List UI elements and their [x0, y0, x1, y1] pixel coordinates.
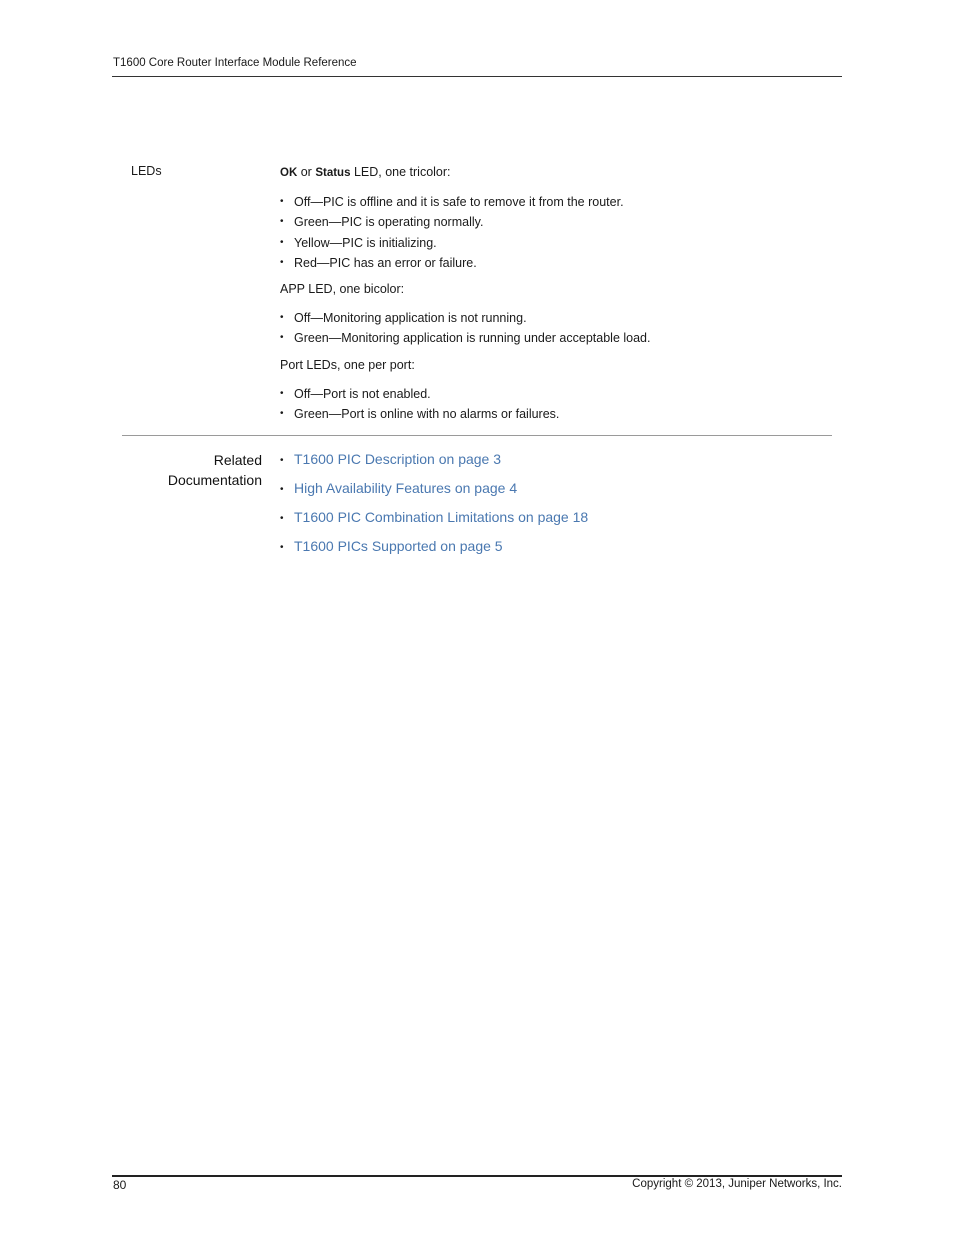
- header-divider: [112, 76, 842, 77]
- bullet-icon: •: [280, 484, 284, 495]
- status-led-intro: [280, 164, 840, 181]
- list-item: • Yellow—PIC is initializing.: [280, 235, 437, 250]
- list-item: • Green—Monitoring application is running under acceptable load.: [280, 331, 651, 346]
- bullet-icon: •: [280, 236, 284, 248]
- bullet-icon: •: [280, 332, 284, 344]
- ok-label: OK: [280, 167, 298, 179]
- app-led-list: [280, 310, 840, 346]
- status-led-list: [280, 194, 840, 271]
- page-number: 80: [113, 1178, 127, 1192]
- list-item: [280, 508, 588, 537]
- list-item: • Green—Port is online with no alarms or failures.: [280, 407, 560, 422]
- port-leds-list: [280, 386, 840, 422]
- bullet-icon: •: [280, 312, 284, 324]
- bullet-icon: •: [280, 196, 284, 207]
- bullet-icon: •: [280, 513, 284, 524]
- link-t1600-pic-description[interactable]: T1600 PIC Description on page 3: [294, 451, 502, 467]
- list-item: [280, 537, 588, 566]
- link-t1600-pics-supported[interactable]: T1600 PICs Supported on page 5: [294, 538, 503, 554]
- list-item: [280, 479, 588, 508]
- link-high-availability-features[interactable]: High Availability Features on page 4: [294, 480, 518, 496]
- bullet-icon: •: [280, 216, 284, 228]
- related-documentation-heading: Related Documentation: [167, 452, 262, 488]
- list-item: • Red—PIC has an error or failure.: [280, 255, 477, 270]
- port-leds-intro: Port LEDs, one per port:: [280, 357, 415, 372]
- leds-description: [280, 164, 840, 426]
- running-header-title: T1600 Core Router Interface Module Reference: [113, 57, 357, 69]
- bullet-icon: •: [280, 542, 284, 553]
- list-item: • Off—Monitoring application is not running.: [280, 311, 527, 326]
- related-documentation-list: [280, 450, 588, 566]
- list-item: [280, 450, 588, 479]
- app-led-intro: APP LED, one bicolor:: [280, 282, 405, 297]
- bullet-icon: •: [280, 408, 284, 420]
- bullet-icon: •: [280, 455, 284, 466]
- status-led-intro-rest: LED, one tricolor:: [350, 165, 451, 179]
- copyright-notice: Copyright © 2013, Juniper Networks, Inc.: [632, 1178, 842, 1190]
- section-divider: [122, 435, 832, 436]
- footer-divider: [112, 1175, 842, 1177]
- bullet-icon: •: [280, 387, 284, 399]
- bullet-icon: •: [280, 256, 284, 268]
- list-item: • Off—PIC is offline and it is safe to remove it from the router.: [280, 195, 624, 209]
- or-text: or: [297, 165, 316, 179]
- link-t1600-pic-combination-limitations[interactable]: T1600 PIC Combination Limitations on page 18: [294, 509, 589, 525]
- list-item: • Off—Port is not enabled.: [280, 386, 431, 401]
- list-item: • Green—PIC is operating normally.: [280, 215, 484, 230]
- status-label: Status: [315, 167, 351, 179]
- leds-row-label: LEDs: [131, 164, 162, 178]
